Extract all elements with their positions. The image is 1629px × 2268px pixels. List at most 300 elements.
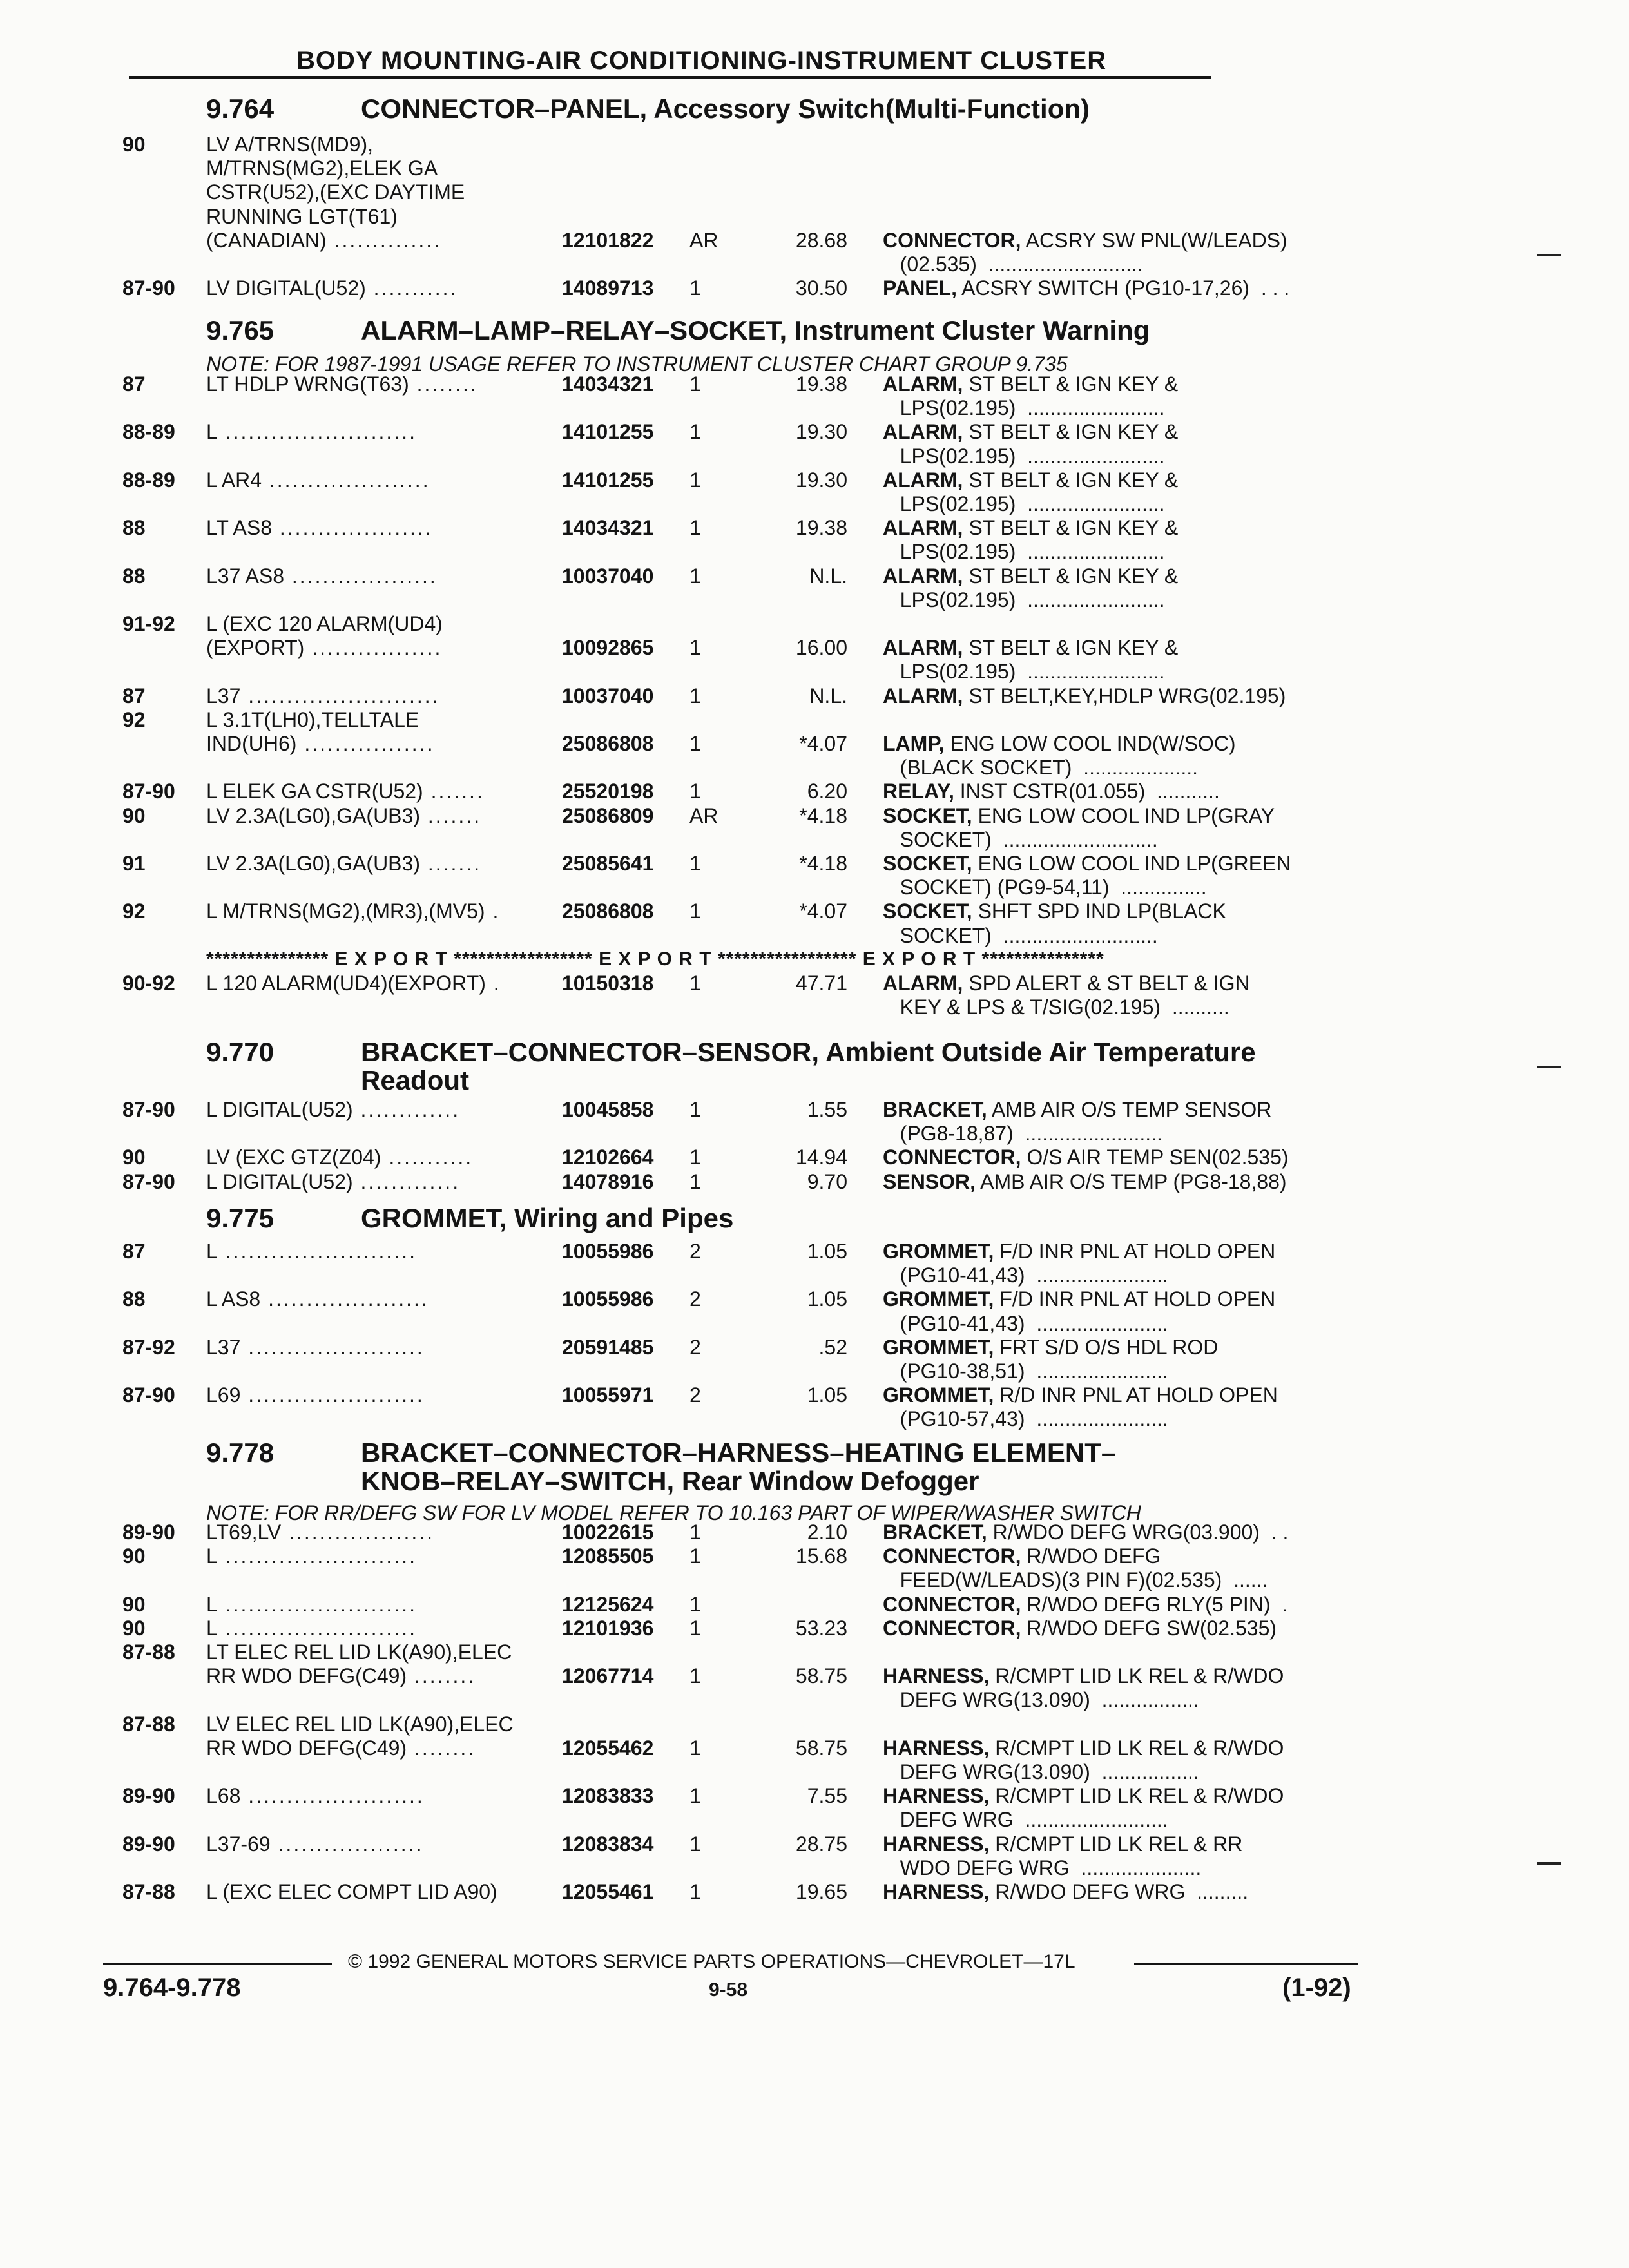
usage-text: LT AS8 [206, 516, 272, 540]
leader-dots: .............. [326, 228, 442, 252]
price: 28.75 [795, 1832, 847, 1856]
usage-description [206, 133, 373, 156]
part-description [883, 852, 1291, 875]
part-detail: ENG LOW COOL IND LP(GRAY [972, 803, 1275, 827]
usage-description [206, 205, 398, 228]
model-year: 89-90 [122, 1521, 175, 1544]
part-detail: R/CMPT LID LK REL & R/WDO [989, 1736, 1284, 1760]
part-detail: LPS(02.195) ........................ [883, 540, 1165, 564]
part-number: 12101936 [562, 1616, 654, 1640]
part-name: PANEL, [883, 276, 957, 300]
part-number: 25086809 [562, 803, 654, 827]
part-row [0, 828, 1418, 851]
price: 1.05 [807, 1383, 847, 1407]
usage-description [206, 1593, 417, 1616]
part-detail: SOCKET) ........................... [883, 923, 1158, 947]
leader-dots: ....................... [240, 1335, 425, 1359]
leader-dots: ............. [352, 1098, 461, 1121]
section-title [361, 1204, 733, 1233]
part-row [0, 516, 1418, 539]
part-detail: DEFG WRG(13.090) ................. [883, 1688, 1199, 1712]
usage-text: L [206, 1240, 218, 1263]
usage-description [206, 229, 441, 252]
usage-description [206, 1784, 425, 1807]
part-description [883, 1617, 1277, 1640]
part-row [0, 133, 1418, 156]
price: N.L. [809, 684, 847, 707]
usage-description [206, 516, 433, 539]
part-detail: KEY & LPS & T/SIG(02.195) .......... [883, 995, 1229, 1019]
part-name: CONNECTOR, [883, 1592, 1021, 1616]
part-number: 25520198 [562, 780, 654, 803]
price: *4.18 [799, 803, 847, 827]
part-detail: F/D INR PNL AT HOLD OPEN [994, 1240, 1276, 1263]
section-title-line2: KNOB–RELAY–SWITCH, Rear Window Defogger [361, 1466, 979, 1496]
price: 1.05 [807, 1240, 847, 1263]
usage-text: L 3.1T(LH0),TELLTALE [206, 707, 419, 731]
model-year: 90 [122, 1592, 146, 1616]
part-name: HARNESS, [883, 1784, 990, 1808]
part-description [883, 1808, 1168, 1831]
quantity: 1 [689, 1616, 701, 1640]
part-description [883, 972, 1250, 995]
part-row [0, 1832, 1418, 1856]
part-detail: ST BELT & IGN KEY & [963, 516, 1179, 540]
leader-dots: . [485, 972, 501, 995]
part-number: 14101255 [562, 420, 654, 444]
part-description [883, 420, 1178, 443]
part-row [0, 1640, 1418, 1664]
part-description [883, 492, 1165, 515]
leader-dots: ....... [423, 780, 485, 803]
model-year: 87-92 [122, 1335, 175, 1359]
usage-text: LV 2.3A(LG0),GA(UB3) [206, 852, 420, 875]
part-number: 10055971 [562, 1383, 654, 1407]
part-row [0, 420, 1418, 443]
part-name: CONNECTOR, [883, 1616, 1021, 1640]
part-detail: O/S AIR TEMP SEN(02.535) [1021, 1146, 1289, 1169]
leader-dots: ........ [407, 1736, 476, 1760]
part-detail: ST BELT & IGN KEY & [963, 468, 1179, 492]
model-year: 87-90 [122, 780, 175, 803]
usage-description [206, 972, 501, 995]
price: 6.20 [807, 780, 847, 803]
usage-text: RR WDO DEFG(C49) [206, 1736, 407, 1760]
part-description [883, 756, 1198, 779]
usage-description [206, 1664, 476, 1687]
part-detail: (02.535) ........................... [883, 253, 1143, 276]
part-detail: SOCKET) (PG9-54,11) ............... [883, 876, 1207, 899]
usage-text: L AS8 [206, 1287, 261, 1311]
part-detail: FRT S/D O/S HDL ROD [994, 1335, 1219, 1359]
model-year: 91-92 [122, 612, 175, 635]
part-row [0, 1880, 1418, 1903]
part-number: 10022615 [562, 1521, 654, 1544]
price: 53.23 [795, 1616, 847, 1640]
part-name: SOCKET, [883, 899, 972, 923]
price: 58.75 [795, 1736, 847, 1760]
price: 19.38 [795, 516, 847, 540]
part-description [883, 1856, 1201, 1879]
usage-text: LV ELEC REL LID LK(A90),ELEC [206, 1712, 514, 1736]
part-row [0, 972, 1418, 995]
part-detail: R/D INR PNL AT HOLD OPEN [994, 1383, 1278, 1407]
price: 16.00 [795, 636, 847, 660]
price: 19.65 [795, 1880, 847, 1903]
leader-dots: ......................... [217, 1544, 417, 1568]
part-number: 14078916 [562, 1169, 654, 1193]
leader-dots: ....... [419, 852, 482, 875]
usage-description [206, 1617, 417, 1640]
part-description [883, 540, 1165, 563]
part-description [883, 229, 1287, 252]
part-description [883, 899, 1226, 923]
part-number: 20591485 [562, 1335, 654, 1359]
section-number: 9.765 [206, 315, 275, 345]
usage-text: CSTR(U52),(EXC DAYTIME [206, 180, 465, 204]
quantity: 1 [689, 1098, 701, 1121]
part-description [883, 1832, 1242, 1856]
usage-description [206, 804, 481, 827]
page-header: BODY MOUNTING-AIR CONDITIONING-INSTRUMENT CLUSTER [296, 46, 1107, 75]
part-number: 25086808 [562, 899, 654, 923]
usage-text: L (EXC 120 ALARM(UD4) [206, 612, 443, 635]
part-name: ALARM, [883, 372, 963, 396]
section-title-rest: Wiring and Pipes [506, 1203, 734, 1233]
quantity: 1 [689, 1664, 701, 1688]
section-number: 9.770 [206, 1037, 275, 1067]
leader-dots: ........... [381, 1146, 474, 1169]
part-description [883, 445, 1165, 468]
model-year: 89-90 [122, 1784, 175, 1808]
part-description [883, 1098, 1271, 1121]
part-detail: SOCKET) ........................... [883, 827, 1158, 851]
part-row [0, 1544, 1418, 1568]
part-number: 10037040 [562, 564, 654, 588]
part-number: 10150318 [562, 972, 654, 995]
part-row [0, 660, 1418, 683]
part-description [883, 1736, 1284, 1760]
model-year: 90 [122, 1616, 146, 1640]
leader-dots: ............. [352, 1169, 461, 1193]
part-description [883, 636, 1178, 659]
price: N.L. [809, 564, 847, 588]
usage-text: L (EXC ELEC COMPT LID A90) [206, 1880, 497, 1903]
quantity: 1 [689, 516, 701, 540]
part-description [883, 1880, 1248, 1903]
part-detail: LPS(02.195) ........................ [883, 660, 1165, 684]
usage-text: LV A/TRNS(MD9), [206, 133, 373, 156]
model-year: 88 [122, 564, 146, 588]
quantity: 1 [689, 636, 701, 660]
usage-description [206, 1146, 473, 1169]
part-row [0, 253, 1418, 276]
usage-description [206, 468, 430, 492]
part-description [883, 1146, 1289, 1169]
usage-text: M/TRNS(MG2),ELEK GA [206, 157, 438, 180]
model-year: 91 [122, 852, 146, 875]
part-row [0, 1856, 1418, 1879]
quantity: 2 [689, 1240, 701, 1263]
usage-description [206, 1736, 476, 1760]
part-number: 12101822 [562, 228, 654, 252]
leader-dots: ......................... [217, 1616, 417, 1640]
price: 1.55 [807, 1098, 847, 1121]
part-number: 14089713 [562, 276, 654, 300]
part-row [0, 1760, 1418, 1783]
quantity: 1 [689, 1784, 701, 1808]
section-title-main: GROMMET, [361, 1203, 507, 1233]
quantity: 1 [689, 1169, 701, 1193]
model-year: 87-88 [122, 1880, 175, 1903]
quantity: 1 [689, 732, 701, 755]
part-name: ALARM, [883, 420, 963, 444]
part-row [0, 1664, 1418, 1687]
section-title-rest: Instrument Cluster Warning [787, 315, 1150, 345]
part-detail: WDO DEFG WRG ..................... [883, 1856, 1202, 1879]
part-row [0, 1808, 1418, 1831]
part-number: 12083833 [562, 1784, 654, 1808]
part-description [883, 1383, 1278, 1407]
part-description [883, 1240, 1275, 1263]
part-detail: (PG10-41,43) ....................... [883, 1311, 1168, 1335]
margin-mark [1537, 1066, 1561, 1068]
part-row [0, 1568, 1418, 1591]
part-detail: AMB AIR O/S TEMP SENSOR [987, 1098, 1272, 1121]
usage-description [206, 1336, 425, 1359]
part-row [0, 157, 1418, 180]
part-detail: ST BELT & IGN KEY & [963, 636, 1179, 660]
part-description [883, 1544, 1161, 1568]
usage-text: L [206, 1592, 218, 1616]
part-name: ALARM, [883, 684, 963, 707]
part-row [0, 180, 1418, 204]
usage-text: L DIGITAL(U52) [206, 1098, 353, 1121]
usage-description [206, 612, 443, 635]
part-number: 10055986 [562, 1240, 654, 1263]
part-description [883, 253, 1143, 276]
part-row [0, 1146, 1418, 1169]
leader-dots: ......................... [240, 684, 440, 707]
part-row [0, 1784, 1418, 1807]
quantity: AR [689, 228, 718, 252]
usage-description [206, 1832, 423, 1856]
part-name: ALARM, [883, 564, 963, 588]
part-row [0, 804, 1418, 827]
part-number: 25085641 [562, 852, 654, 875]
part-number: 12055462 [562, 1736, 654, 1760]
part-name: SENSOR, [883, 1169, 976, 1193]
part-name: HARNESS, [883, 1880, 990, 1903]
part-row [0, 852, 1418, 875]
usage-description [206, 708, 419, 731]
part-number: 14034321 [562, 516, 654, 540]
usage-description [206, 1287, 429, 1311]
footer-date: (1-92) [1282, 1974, 1351, 2002]
part-row [0, 1593, 1418, 1616]
usage-description [206, 780, 485, 803]
part-row [0, 229, 1418, 252]
leader-dots: ....................... [240, 1383, 425, 1407]
part-detail: R/WDO DEFG WRG(03.900) . . [987, 1521, 1289, 1544]
model-year: 88 [122, 1287, 146, 1311]
part-detail: ST BELT & IGN KEY & [963, 420, 1179, 444]
part-row [0, 732, 1418, 755]
price: 19.30 [795, 468, 847, 492]
part-detail: R/WDO DEFG RLY(5 PIN) . [1021, 1592, 1288, 1616]
part-detail: R/CMPT LID LK REL & R/WDO [989, 1784, 1284, 1808]
section-title [361, 1037, 1256, 1067]
leader-dots: ................. [304, 636, 443, 660]
section-title-main: BRACKET–CONNECTOR–HARNESS–HEATING ELEMENT– [361, 1437, 1117, 1468]
usage-description [206, 1240, 417, 1263]
leader-dots: ................... [281, 1521, 435, 1544]
leader-dots: ....... [419, 803, 482, 827]
usage-text: L37 [206, 1335, 241, 1359]
part-number: 14101255 [562, 468, 654, 492]
part-name: GROMMET, [883, 1383, 994, 1407]
usage-description [206, 372, 478, 396]
part-row [0, 564, 1418, 588]
part-detail: (BLACK SOCKET) .................... [883, 756, 1198, 780]
quantity: 1 [689, 1521, 701, 1544]
quantity: 1 [689, 899, 701, 923]
leader-dots: .................... [272, 516, 433, 540]
price: 1.05 [807, 1287, 847, 1311]
price: 28.68 [795, 228, 847, 252]
part-row [0, 468, 1418, 492]
part-row [0, 1098, 1418, 1121]
leader-dots: ................. [296, 732, 435, 755]
part-name: GROMMET, [883, 1335, 994, 1359]
note-text: NOTE: FOR 1987-1991 USAGE REFER TO INSTRUMENT CLUSTER CHART GROUP 9.735 [206, 352, 1068, 376]
usage-text: LT HDLP WRNG(T63) [206, 372, 409, 396]
part-name: CONNECTOR, [883, 1146, 1021, 1169]
section-title-main: ALARM–LAMP–RELAY–SOCKET, [361, 315, 787, 345]
usage-text: LT ELEC REL LID LK(A90),ELEC [206, 1640, 512, 1664]
model-year: 90 [122, 803, 146, 827]
part-description [883, 1664, 1284, 1687]
part-row [0, 540, 1418, 563]
part-description [883, 780, 1220, 803]
part-row [0, 1360, 1418, 1383]
quantity: 2 [689, 1287, 701, 1311]
price: 19.38 [795, 372, 847, 396]
usage-text: L ELEK GA CSTR(U52) [206, 780, 423, 803]
part-number: 12083834 [562, 1832, 654, 1856]
usage-text: L69 [206, 1383, 241, 1407]
part-name: GROMMET, [883, 1240, 994, 1263]
quantity: 1 [689, 684, 701, 707]
part-number: 12055461 [562, 1880, 654, 1903]
section-title [361, 1438, 1116, 1468]
part-row [0, 588, 1418, 611]
part-description [883, 1521, 1288, 1544]
leader-dots: ..................... [260, 1287, 429, 1311]
quantity: 1 [689, 1592, 701, 1616]
model-year: 87-88 [122, 1712, 175, 1736]
part-description [883, 468, 1178, 492]
part-detail: ACSRY SW PNL(W/LEADS) [1021, 228, 1287, 252]
usage-text: L [206, 1544, 218, 1568]
section-title-rest: Accessory Switch(Multi-Function) [647, 93, 1090, 124]
section-number: 9.778 [206, 1437, 275, 1468]
part-description [883, 684, 1286, 707]
part-detail: ENG LOW COOL IND(W/SOC) [944, 732, 1236, 755]
part-name: HARNESS, [883, 1832, 990, 1856]
part-number: 10055986 [562, 1287, 654, 1311]
usage-description [206, 420, 417, 443]
model-year: 90 [122, 1146, 146, 1169]
footer-range: 9.764-9.778 [103, 1974, 241, 2002]
part-description [883, 876, 1207, 899]
quantity: 1 [689, 1832, 701, 1856]
price: 47.71 [795, 972, 847, 995]
part-name: SOCKET, [883, 852, 972, 875]
model-year: 87 [122, 684, 146, 707]
part-detail: LPS(02.195) ........................ [883, 396, 1165, 420]
part-name: CONNECTOR, [883, 228, 1021, 252]
part-detail: R/CMPT LID LK REL & R/WDO [989, 1664, 1284, 1688]
quantity: 1 [689, 420, 701, 444]
quantity: 1 [689, 780, 701, 803]
part-name: BRACKET, [883, 1098, 987, 1121]
footer-copyright: © 1992 GENERAL MOTORS SERVICE PARTS OPERATIONS—CHEVROLET—17L [348, 1951, 1075, 1972]
price: *4.07 [799, 732, 847, 755]
price: 7.55 [807, 1784, 847, 1808]
part-row [0, 899, 1418, 923]
quantity: 1 [689, 852, 701, 875]
part-row [0, 205, 1418, 228]
part-row [0, 276, 1418, 300]
usage-text: L [206, 1616, 218, 1640]
price: 14.94 [795, 1146, 847, 1169]
part-row [0, 372, 1418, 396]
usage-text: LV (EXC GTZ(Z04) [206, 1146, 381, 1169]
part-description [883, 924, 1158, 947]
part-row [0, 1170, 1418, 1193]
part-row [0, 1287, 1418, 1311]
model-year: 90 [122, 1544, 146, 1568]
part-number: 12102664 [562, 1146, 654, 1169]
quantity: AR [689, 803, 718, 827]
model-year: 89-90 [122, 1832, 175, 1856]
model-year: 87-90 [122, 1098, 175, 1121]
part-detail: R/WDO DEFG WRG ......... [989, 1880, 1249, 1903]
part-detail: LPS(02.195) ........................ [883, 444, 1165, 468]
part-description [883, 1360, 1168, 1383]
part-row [0, 1688, 1418, 1711]
part-number: 14034321 [562, 372, 654, 396]
usage-description [206, 180, 465, 204]
part-row [0, 1240, 1418, 1263]
part-number: 12125624 [562, 1592, 654, 1616]
model-year: 92 [122, 707, 146, 731]
part-detail: R/WDO DEFG SW(02.535) [1021, 1616, 1277, 1640]
part-description [883, 660, 1165, 683]
part-description [883, 564, 1178, 588]
usage-text: LV DIGITAL(U52) [206, 276, 366, 300]
usage-description [206, 276, 458, 300]
part-detail: LPS(02.195) ........................ [883, 588, 1165, 611]
usage-description [206, 1170, 460, 1193]
part-detail: F/D INR PNL AT HOLD OPEN [994, 1287, 1276, 1311]
usage-text: L68 [206, 1784, 241, 1808]
price: 9.70 [807, 1169, 847, 1193]
price: 30.50 [795, 276, 847, 300]
part-name: ALARM, [883, 972, 963, 995]
part-row [0, 396, 1418, 419]
